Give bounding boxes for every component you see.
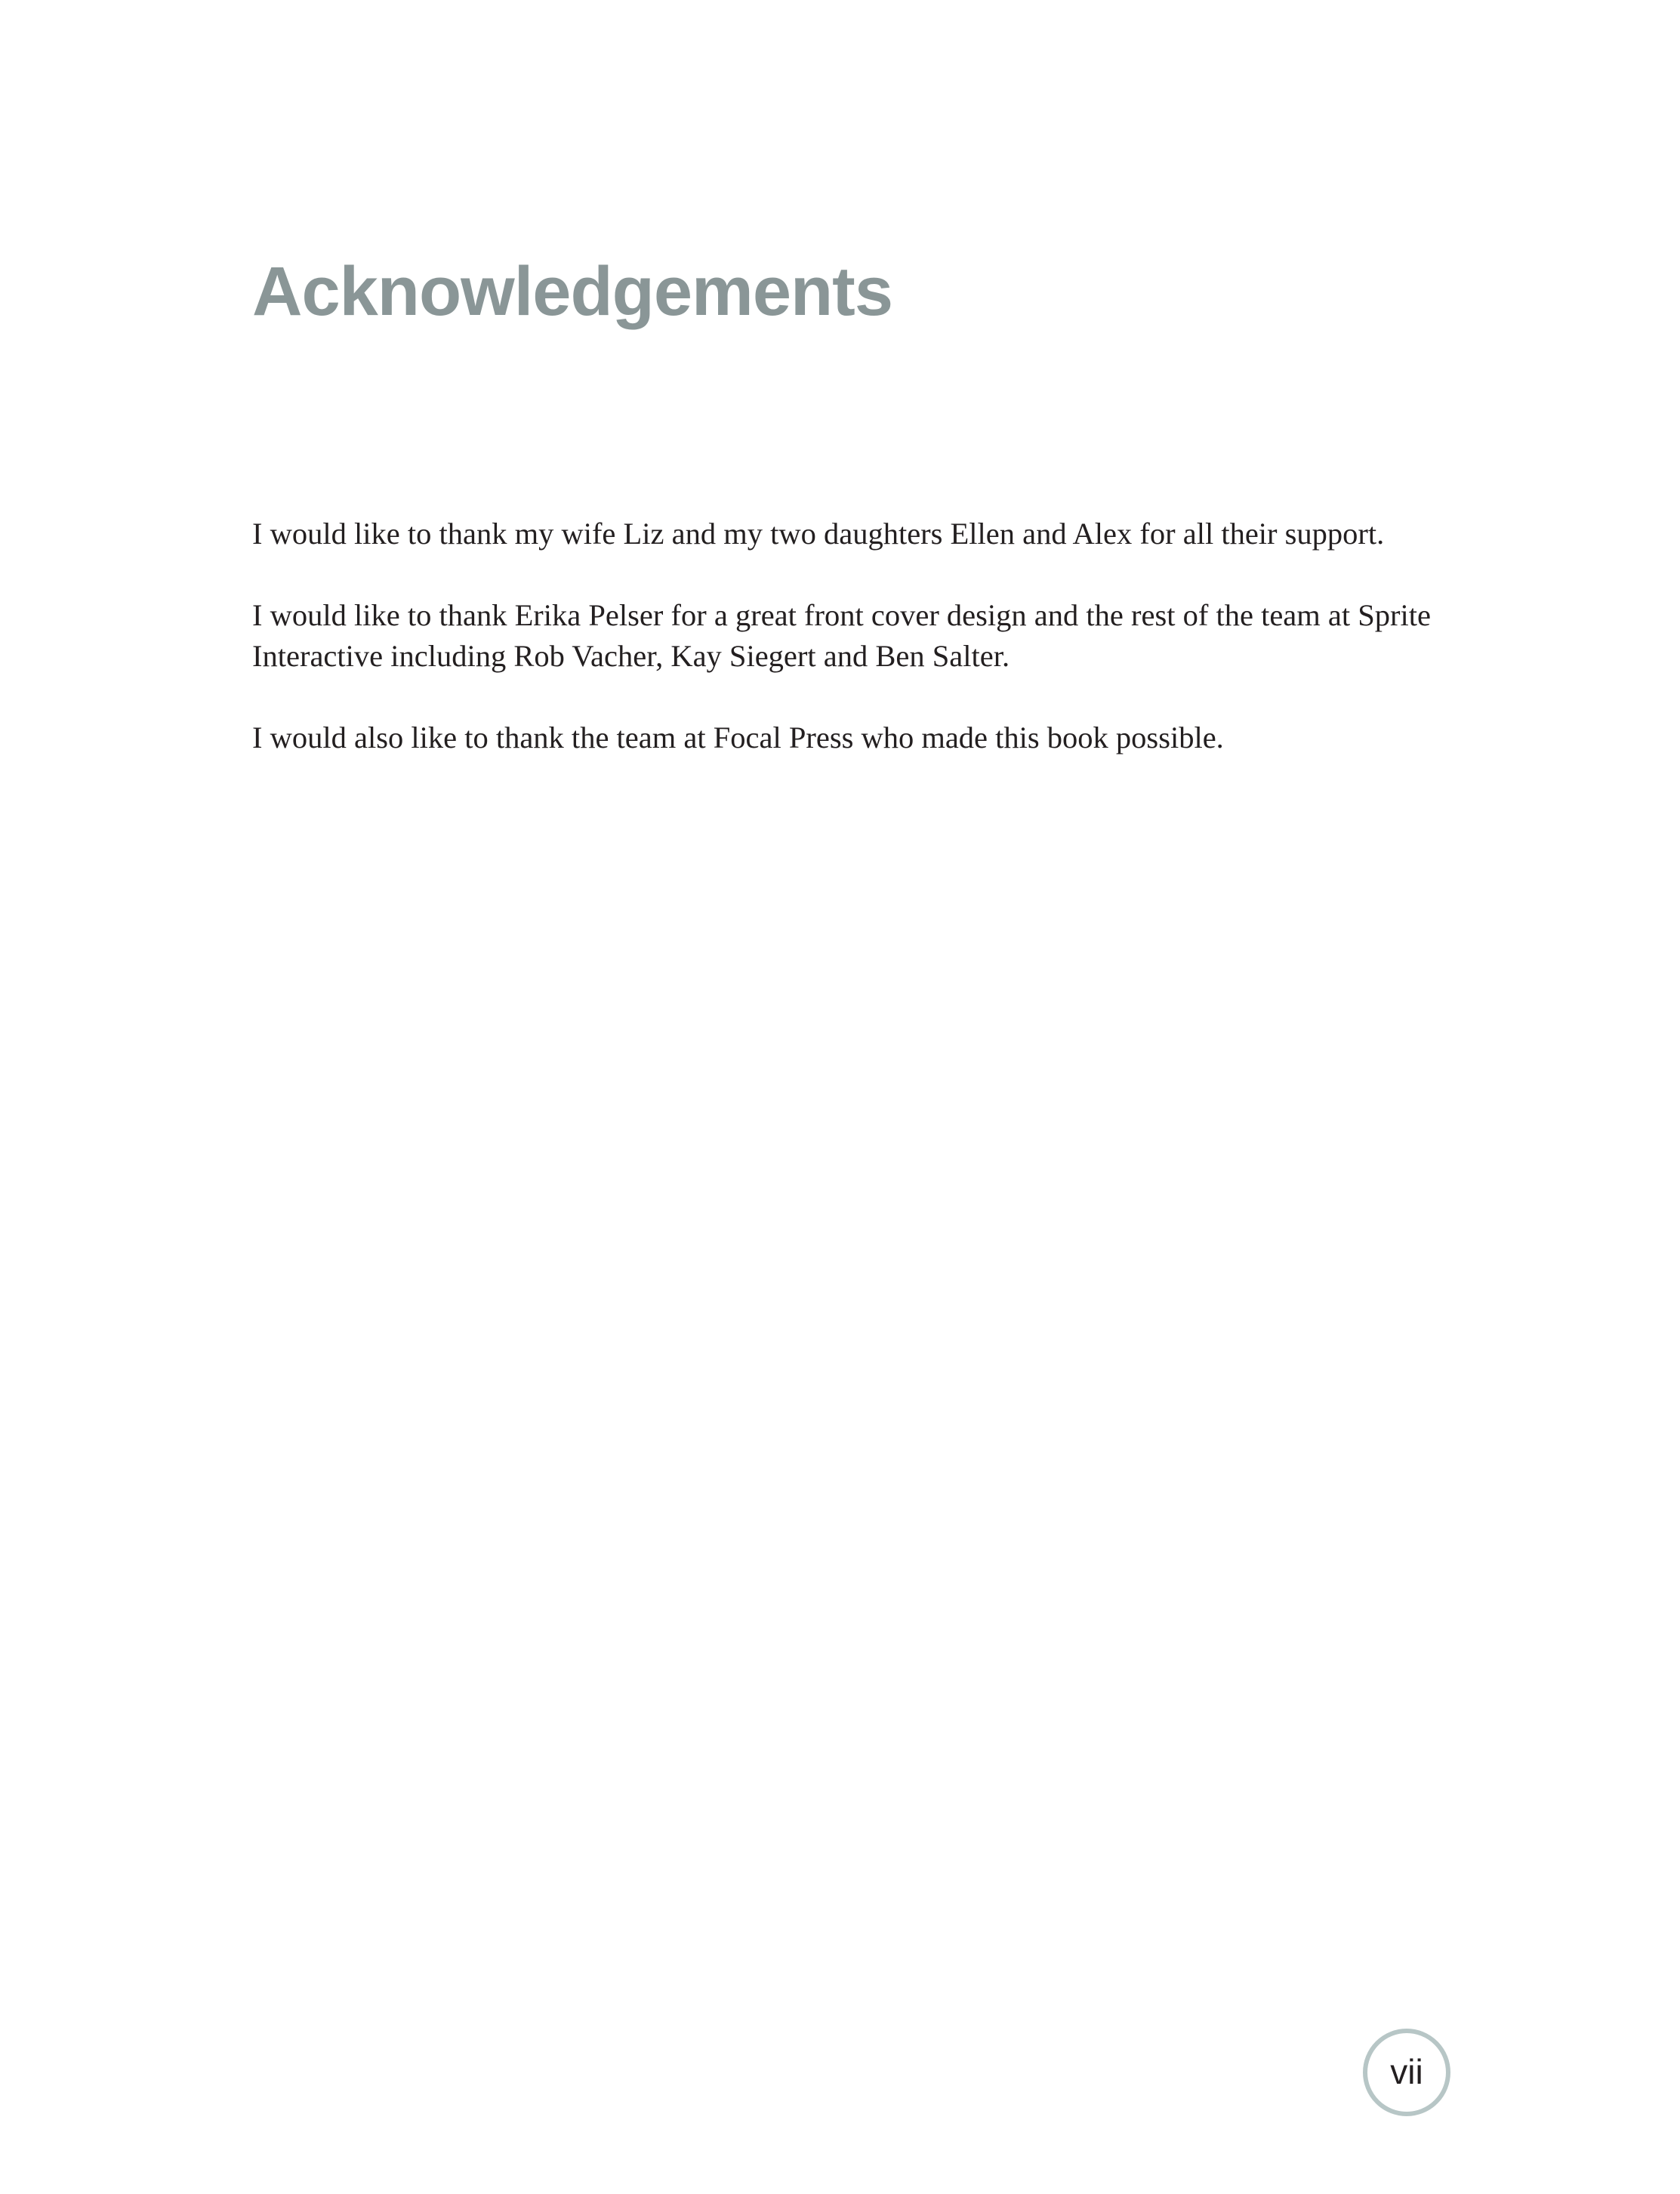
acknowledgements-body xyxy=(252,514,1460,799)
page-number: vii xyxy=(1390,2052,1423,2091)
page-number-badge xyxy=(1363,2029,1450,2116)
page-title: Acknowledgements xyxy=(252,253,892,330)
paragraph-publisher-thanks: I would also like to thank the team at Focal Press who made this book possible. xyxy=(252,721,1224,754)
paragraph-design-team-thanks: I would like to thank Erika Pelser for a great front cover design and the rest of the team at Sprite Interactive including Rob Vacher, Kay Siegert and Ben Salter. xyxy=(252,598,1431,673)
paragraph-family-thanks: I would like to thank my wife Liz and my two daughters Ellen and Alex for all their support. xyxy=(252,517,1385,551)
